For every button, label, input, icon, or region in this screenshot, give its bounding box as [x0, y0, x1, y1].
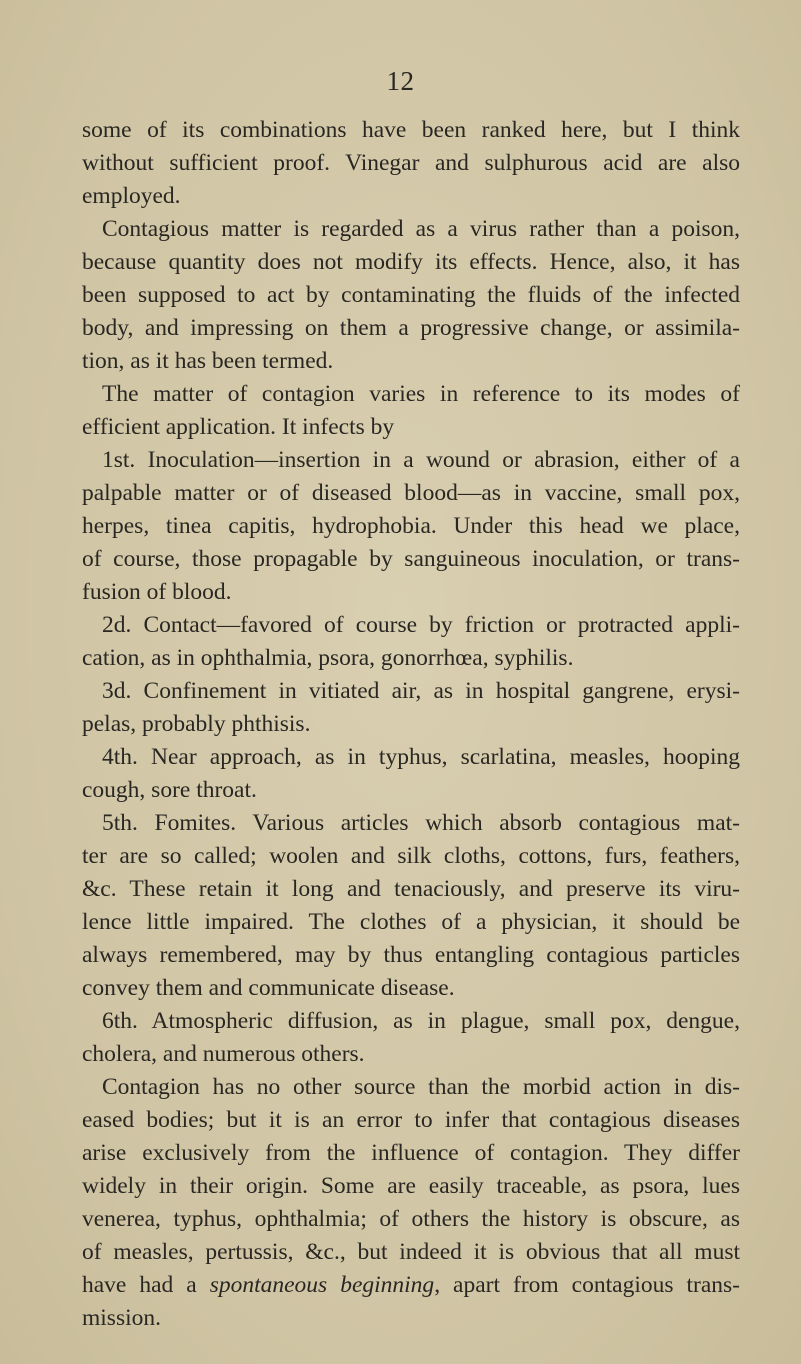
text-line: 5th. Fomites. Various articles which absorb contagious mat-: [102, 810, 740, 836]
text-segment: , apart from contagious trans-: [434, 1272, 740, 1298]
text-line: been supposed to act by contaminating the fluids of the infected: [82, 282, 740, 308]
text-line: fusion of blood.: [82, 579, 232, 605]
text-line: some of its combinations have been ranked here, but I think: [82, 117, 740, 143]
text-line: cholera, and numerous others.: [82, 1041, 365, 1067]
text-line: arise exclusively from the influence of contagion. They differ: [82, 1140, 740, 1166]
text-line: pelas, probably phthisis.: [82, 711, 311, 737]
text-line-emphasis: [82, 1269, 740, 1302]
text-line: efficient application. It infects by: [82, 414, 395, 440]
text-line: because quantity does not modify its effects. Hence, also, it has: [82, 249, 740, 275]
text-line: palpable matter or of diseased blood—as in vaccine, small pox,: [82, 480, 740, 506]
page-number: 12: [386, 66, 415, 96]
text-line: of course, those propagable by sanguineous inoculation, or trans-: [82, 546, 740, 572]
text-line: without sufficient proof. Vinegar and sulphurous acid are also: [82, 150, 740, 176]
text-line: employed.: [82, 183, 181, 209]
text-line-closing: mission.: [82, 1305, 162, 1331]
text-line: 3d. Confinement in vitiated air, as in hospital gangrene, erysi-: [102, 678, 740, 704]
text-line: 6th. Atmospheric diffusion, as in plague, small pox, dengue,: [102, 1008, 740, 1034]
text-line: tion, as it has been termed.: [82, 348, 334, 374]
text-line: of measles, pertussis, &c., but indeed it is obvious that all must: [82, 1239, 740, 1265]
text-line: The matter of contagion varies in reference to its modes of: [102, 381, 740, 407]
text-line: always remembered, may by thus entangling contagious particles: [82, 942, 740, 968]
text-line: Contagious matter is regarded as a virus rather than a poison,: [102, 216, 740, 242]
paragraph-lines: [82, 114, 740, 1269]
text-line: herpes, tinea capitis, hydrophobia. Under this head we place,: [82, 513, 740, 539]
text-line: cation, as in ophthalmia, psora, gonorrhœa, syphilis.: [82, 645, 574, 671]
text-line: Contagion has no other source than the morbid action in dis-: [102, 1074, 740, 1100]
italic-phrase: spontaneous beginning: [209, 1272, 435, 1298]
text-line: body, and impressing on them a progressive change, or assimila-: [82, 315, 740, 341]
text-line: &c. These retain it long and tenaciously, and preserve its viru-: [82, 876, 740, 902]
text-line: venerea, typhus, ophthalmia; of others the history is obscure, as: [82, 1206, 740, 1232]
body-text: [82, 114, 740, 1335]
text-line: widely in their origin. Some are easily traceable, as psora, lues: [82, 1173, 740, 1199]
text-line: eased bodies; but it is an error to infer that contagious diseases: [82, 1107, 740, 1133]
text-line: lence little impaired. The clothes of a physician, it should be: [82, 909, 740, 935]
text-line: 4th. Near approach, as in typhus, scarlatina, measles, hooping: [102, 744, 740, 770]
text-segment: have had a: [82, 1272, 210, 1298]
text-line: 1st. Inoculation—insertion in a wound or abrasion, either of a: [102, 447, 740, 473]
text-line: 2d. Contact—favored of course by friction or protracted appli-: [102, 612, 740, 638]
text-line: cough, sore throat.: [82, 777, 257, 803]
text-line: convey them and communicate disease.: [82, 975, 455, 1001]
text-line: ter are so called; woolen and silk cloths, cottons, furs, feathers,: [82, 843, 740, 869]
